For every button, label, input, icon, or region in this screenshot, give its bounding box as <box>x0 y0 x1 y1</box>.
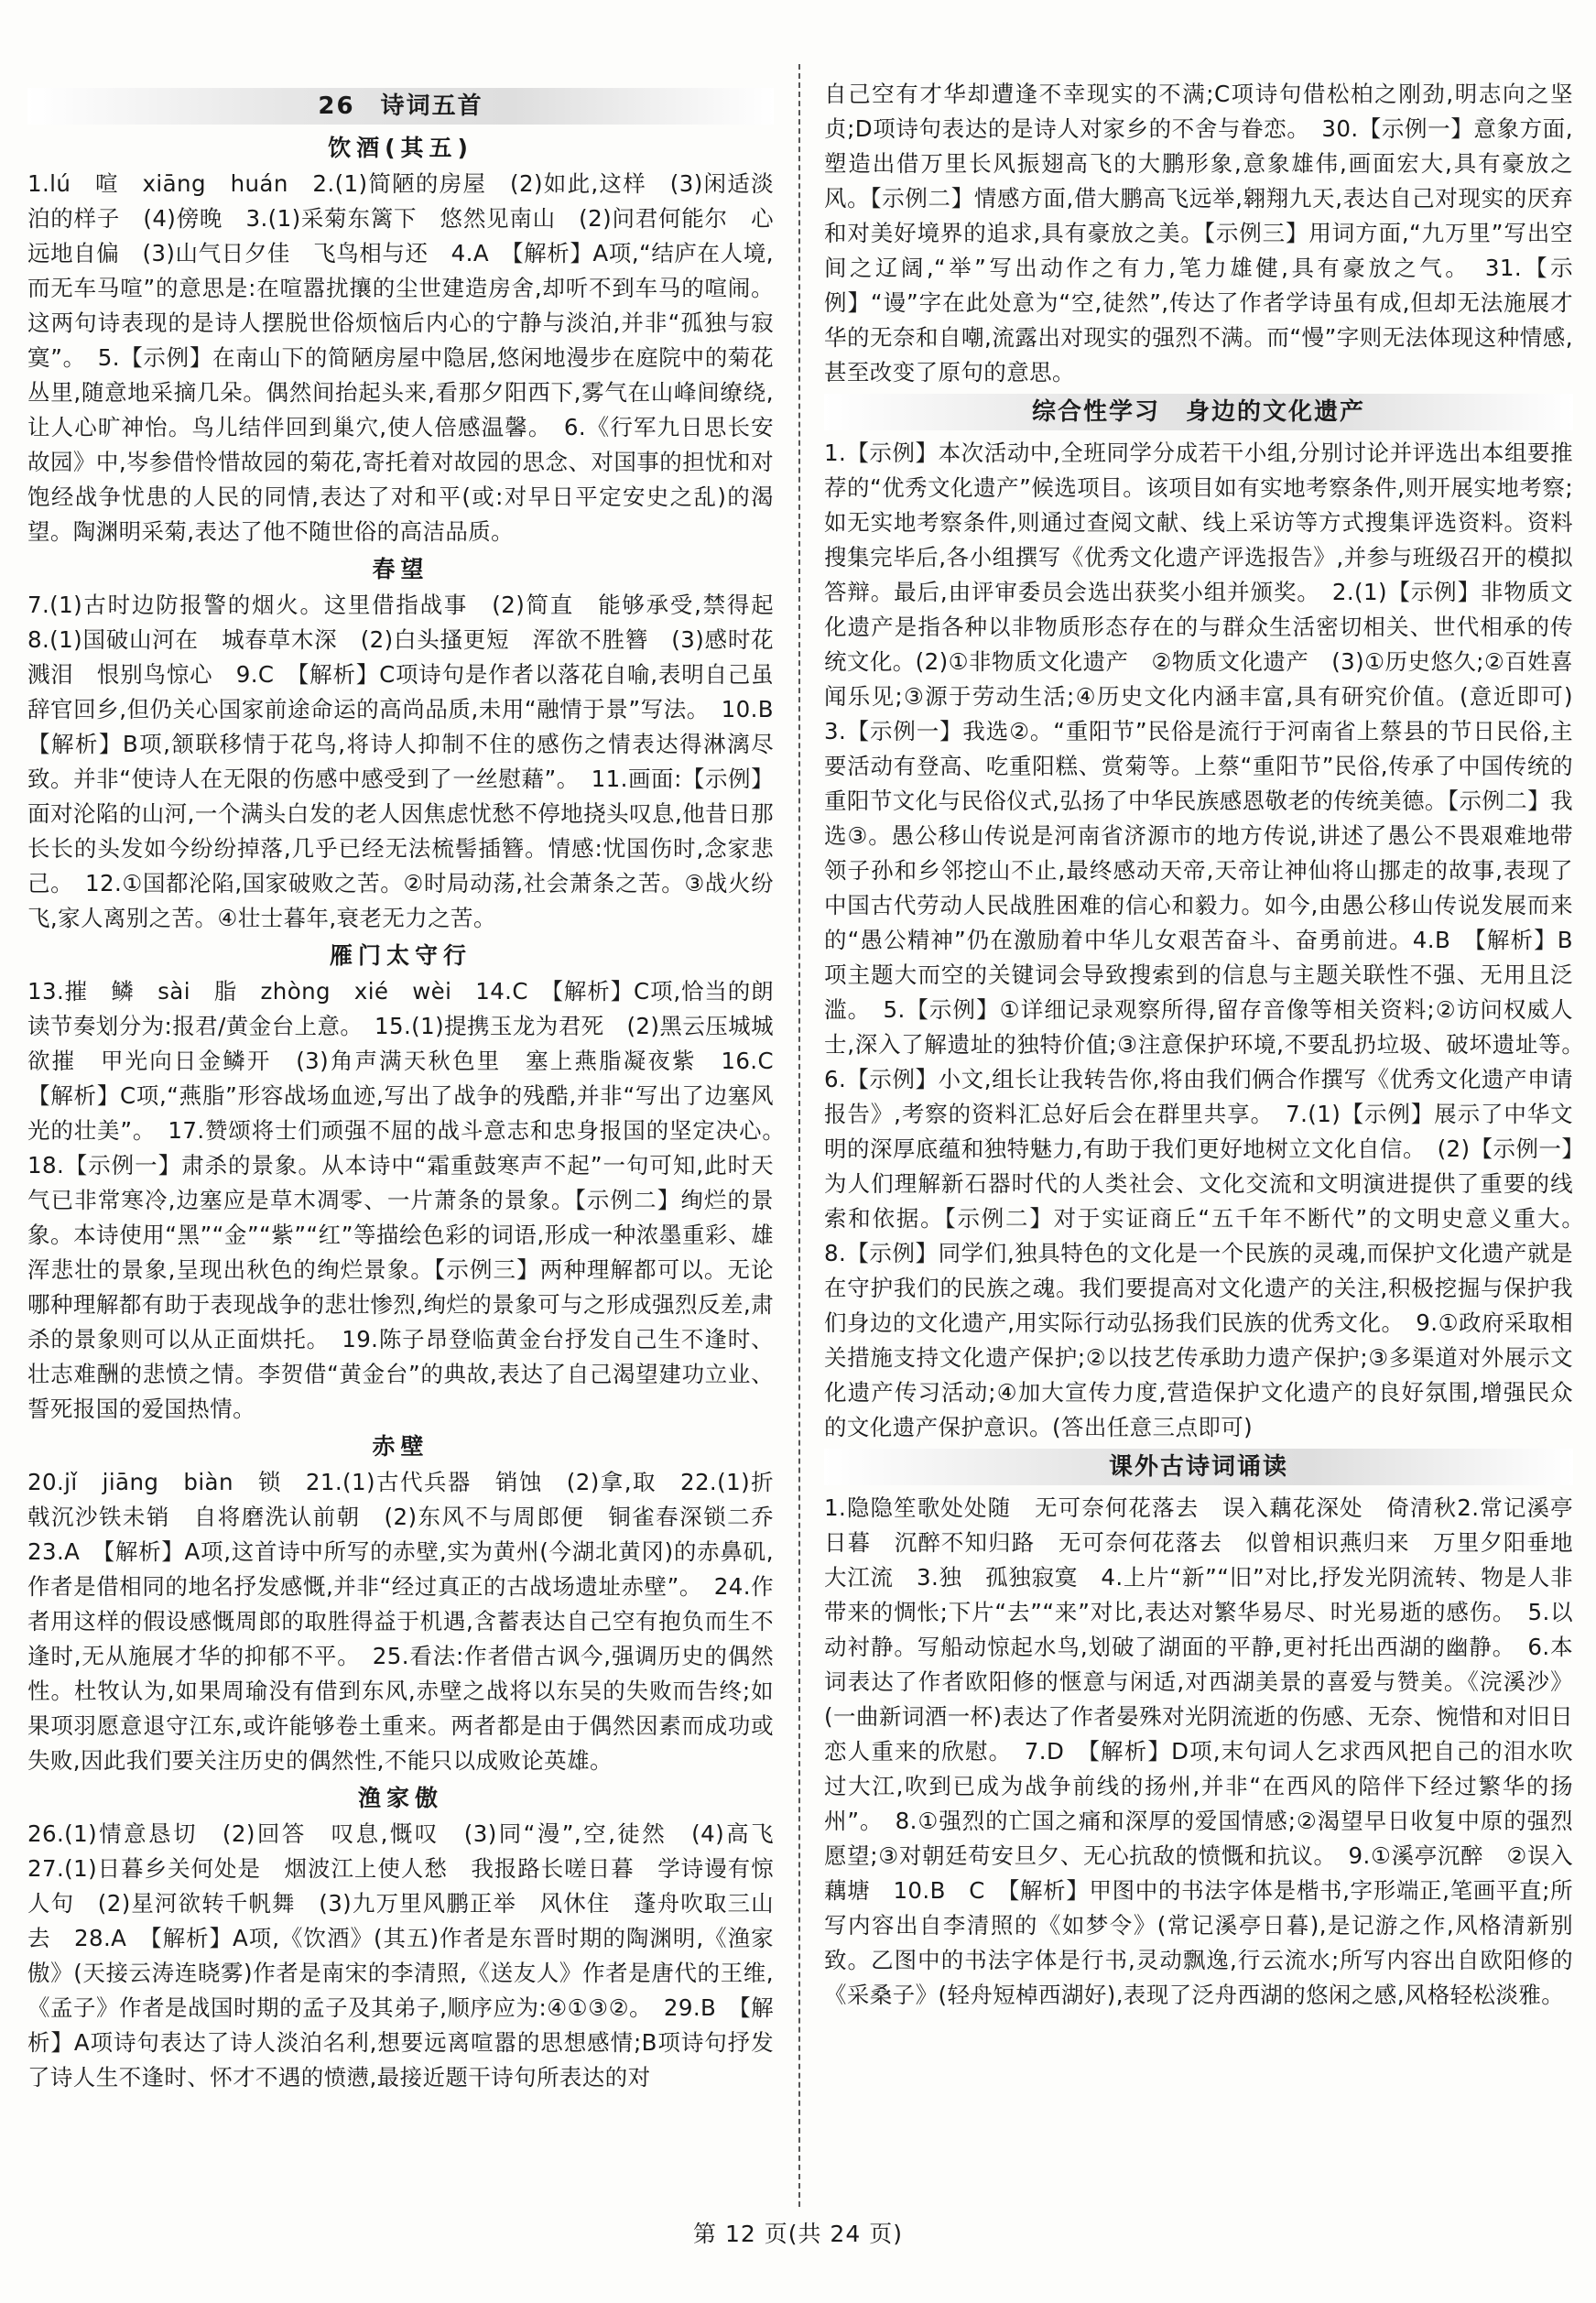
section-banner-extracurricular-poems <box>824 1449 1573 1485</box>
section-title: 综合性学习 身边的文化遗产 <box>1031 398 1365 426</box>
answers-extracurricular-poems: 1.隐隐笙歌处处随 无可奈何花落去 误入藕花深处 倚清秋2.常记溪亭日暮 沉醉不知归路 无可奈何花落去 似曾相识燕归来 万里夕阳垂地大江流 3.独 孤独寂寞 4.上片“新”“旧”对比,抒发光阴流转、物是人非带来的惆怅;下片“去”“来”对比,表达对繁华易尽、时光易逝的感伤。 5.以动衬静。写船动惊起水鸟,划破了湖面的平静,更衬托出西湖的幽静。 6.本词表达了作者欧阳修的惬意与闲适,对西湖美景的喜爱与赞美。《浣溪沙》(一曲新词酒一杯)表达了作者晏殊对光阴流逝的伤感、无奈、惋惜和对旧日恋人重来的欣慰。 7.D 【解析】D项,末句词人乞求西风把自己的泪水吹过大江,吹到已成为战争前线的扬州,并非“在西风的陪伴下经过繁华的扬州”。 8.①强烈的亡国之痛和深厚的爱国情感;②渴望早日收复中原的强烈愿望;③对朝廷苟安旦夕、无心抗敌的愤慨和抗议。 9.①溪亭沉醉 ②误入藕塘 10.B C 【解析】甲图中的书法字体是楷书,字形端正,笔画平直;所写内容出自李清照的《如梦令》(常记溪亭日暮),是记游之作,风格清新别致。乙图中的书法字体是行书,灵动飘逸,行云流水;所写内容出自欧阳修的《采桑子》(轻舟短棹西湖好),表现了泛舟西湖的悠闲之感,风格轻松淡雅。 <box>824 1494 1573 2008</box>
answers-chunwang: 7.(1)古时边防报警的烟火。这里借指战事 (2)简直 能够承受,禁得起 8.(1)国破山河在 城春草木深 (2)白头搔更短 浑欲不胜簪 (3)感时花溅泪 恨别鸟惊心 9.C 【解析】C项诗句是作者以落花自喻,表明自己虽辞官回乡,但仍关心国家前途命运的高尚品质,未用“融情于景”写法。 10.B 【解析】B项,颔联移情于花鸟,将诗人抑制不住的感伤之情表达得淋漓尽致。并非“使诗人在无限的伤感中感受到了一丝慰藉”。 11.画面:【示例】面对沦陷的山河,一个满头白发的老人因焦虑忧愁不停地挠头叹息,他昔日那长长的头发如今纷纷掉落,几乎已经无法梳髻插簪。情感:忧国伤时,念家悲己。 12.①国都沦陷,国家破败之苦。②时局动荡,社会萧条之苦。③战火纷飞,家人离别之苦。④壮士暮年,衰老无力之苦。 <box>27 592 797 931</box>
section-banner-cultural-heritage <box>824 394 1573 430</box>
section-title: 诗词五首 <box>380 92 483 120</box>
section-title: 课外古诗词诵读 <box>1108 1453 1288 1481</box>
answers-yujiaao: 26.(1)情意恳切 (2)回答 叹息,慨叹 (3)同“漫”,空,徒然 (4)高飞 27.(1)日暮乡关何处是 烟波江上使人愁 我报路长嗟日暮 学诗谩有惊人句 (2)星河欲转千帆舞 (3)九万里风鹏正举 风休住 蓬舟吹取三山去 28.A 【解析】A项,《饮酒》(其五)作者是东晋时期的陶渊明,《渔家傲》(天接云涛连晓雾)作者是南宋的李清照,《送友人》作者是唐代的王维,《孟子》作者是战国时期的孟子及其弟子,顺序应为:④①③②。 29.B 【解析】A项诗句表达了诗人淡泊名利,想要远离喧嚣的思想感情;B项诗句抒发了诗人生不逢时、怀才不遇的愤懑,最接近题干诗句所表达的对 <box>27 1820 797 2091</box>
section-banner-26 <box>27 88 774 125</box>
answers-yinjiu: 1.lú 喧 xiāng huán 2.(1)简陋的房屋 (2)如此,这样 (3)闲适淡泊的样子 (4)傍晚 3.(1)采菊东篱下 悠然见南山 (2)问君何能尔 心远地自偏 (3)山气日夕佳 飞鸟相与还 4.A 【解析】A项,“结庐在人境,而无车马喧”的意思是:在喧嚣扰攘的尘世建造房舍,却听不到车马的喧闹。这两句诗表现的是诗人摆脱世俗烦恼后内心的宁静与淡泊,并非“孤独与寂寞”。 5.【示例】在南山下的简陋房屋中隐居,悠闲地漫步在庭院中的菊花丛里,随意地采摘几朵。偶然间抬起头来,看那夕阳西下,雾气在山峰间缭绕,让人心旷神怡。鸟儿结伴回到巢穴,使人倍感温馨。 6.《行军九日思长安故园》中,岑参借怜惜故园的菊花,寄托着对故园的思念、对国事的担忧和对饱经战争忧患的人民的同情,表达了对和平(或:对早日平定安史之乱)的渴望。陶渊明采菊,表达了他不随世俗的高洁品质。 <box>27 170 774 545</box>
poem-title-chunwang: 春望 <box>372 556 429 582</box>
page-footer: 第 12 页(共 24 页) <box>693 2221 903 2247</box>
poem-title-yujiaao: 渔家傲 <box>357 1785 443 1811</box>
answers-cultural-heritage: 1.【示例】本次活动中,全班同学分成若干小组,分别讨论并评选出本组要推荐的“优秀文化遗产”候选项目。该项目如有实地考察条件,则开展实地考察;如无实地考察条件,则通过查阅文献、线上采访等方式搜集评选资料。资料搜集完毕后,各小组撰写《优秀文化遗产评选报告》,并参与班级召开的模拟答辩。最后,由评审委员会选出获奖小组并颁奖。 2.(1)【示例】非物质文化遗产是指各种以非物质形态存在的与群众生活密切相关、世代相承的传统文化。(2)①非物质文化遗产 ②物质文化遗产 (3)①历史悠久;②百姓喜闻乐见;③源于劳动生活;④历史文化内涵丰富,具有研究价值。(意近即可) 3.【示例一】我选②。“重阳节”民俗是流行于河南省上蔡县的节日民俗,主要活动有登高、吃重阳糕、赏菊等。上蔡“重阳节”民俗,传承了中国传统的重阳节文化与民俗仪式,弘扬了中华民族感恩敬老的传统美德。【示例二】我选③。愚公移山传说是河南省济源市的地方传说,讲述了愚公不畏艰难地带领子孙和乡邻挖山不止,最终感动天帝,天帝让神仙将山挪走的故事,表现了中国古代劳动人民战胜困难的信心和毅力。如今,由愚公移山传说发展而来的“愚公精神”仍在激励着中华儿女艰苦奋斗、奋勇前进。4.B 【解析】B项主题大而空的关键词会导致搜索到的信息与主题关联性不强、无用且泛滥。 5.【示例】①详细记录观察所得,留存音像等相关资料;②访问权威人士,深入了解遗址的独特价值;③注意保护环境,不要乱扔垃圾、破坏遗址等。 6.【示例】小文,组长让我转告你,将由我们俩合作撰写《优秀文化遗产申请报告》,考察的资料汇总好后会在群里共享。 7.(1)【示例】展示了中华文明的深厚底蕴和独特魅力,有助于我们更好地树立文化自信。 (2)【示例一】为人们理解新石器时代的人类社会、文化交流和文明演进提供了重要的线索和依据。【示例二】对于实证商丘“五千年不断代”的文明史意义重大。 8.【示例】同学们,独具特色的文化是一个民族的灵魂,而保护文化遗产就是在守护我们的民族之魂。我们要提高对文化遗产的关注,积极挖掘与保护我们身边的文化遗产,用实际行动弘扬我们民族的优秀文化。 9.①政府采取相关措施支持文化遗产保护;②以技艺传承助力遗产保护;③多渠道对外展示文化遗产传习活动;④加大宣传力度,营造保护文化遗产的良好氛围,增强民众的文化遗产保护意识。(答出任意三点即可) <box>824 440 1596 1440</box>
section-number: 26 <box>318 92 355 120</box>
poem-title-chibi: 赤壁 <box>372 1433 429 1460</box>
poem-title-yinjiu: 饮酒(其五) <box>328 135 473 161</box>
answers-yanmen: 13.摧 鳞 sài 脂 zhòng xié wèi 14.C 【解析】C项,恰当的朗读节奏划分为:报君/黄金台上意。 15.(1)提携玉龙为君死 (2)黑云压城城欲摧 甲光向日金鳞开 (3)角声满天秋色里 塞上燕脂凝夜紫 16.C 【解析】C项,“燕脂”形容战场血迹,写出了战争的残酷,并非“写出了边塞风光的壮美”。 17.赞颂将士们顽强不屈的战斗意志和忠身报国的坚定决心。 18.【示例一】肃杀的景象。从本诗中“霜重鼓寒声不起”一句可知,此时天气已非常寒冷,边塞应是草木凋零、一片萧条的景象。【示例二】绚烂的景象。本诗使用“黑”“金”“紫”“红”等描绘色彩的词语,形成一种浓墨重彩、雄浑悲壮的景象,呈现出秋色的绚烂景象。【示例三】两种理解都可以。无论哪种理解都有助于表现战争的悲壮惨烈,绚烂的景象可与之形成强烈反差,肃杀的景象则可以从正面烘托。 19.陈子昂登临黄金台抒发自己生不逢时、壮志难酬的悲愤之情。李贺借“黄金台”的典故,表达了自己渴望建功立业、誓死报国的爱国热情。 <box>27 978 797 1422</box>
answers-chibi: 20.jǐ jiāng biàn 锁 21.(1)古代兵器 销蚀 (2)拿,取 22.(1)折戟沉沙铁未销 自将磨洗认前朝 (2)东风不与周郎便 铜雀春深锁二乔 23.A 【解析】A项,这首诗中所写的赤壁,实为黄州(今湖北黄冈)的赤鼻矶,作者是借相同的地名抒发感慨,并非“经过真正的古战场遗址赤壁”。 24.作者用这样的假设感慨周郎的取胜得益于机遇,含蓄表达自己空有抱负而生不逢时,无从施展才华的抑郁不平。 25.看法:作者借古讽今,强调历史的偶然性。杜牧认为,如果周瑜没有借到东风,赤壁之战将以东吴的失败而告终;如果项羽愿意退守江东,或许能够卷土重来。两者都是由于偶然因素而成功或失败,因此我们要关注历史的偶然性,不能只以成败论英雄。 <box>27 1469 797 1774</box>
answers-continued: 自己空有才华却遭逢不幸现实的不满;C项诗句借松柏之刚劲,明志向之坚贞;D项诗句表达的是诗人对家乡的不舍与眷恋。 30.【示例一】意象方面,塑造出借万里长风振翅高飞的大鹏形象,意象雄伟,画面宏大,具有豪放之风。【示例二】情感方面,借大鹏高飞远举,翱翔九天,表达自己对现实的厌弃和对美好境界的追求,具有豪放之美。【示例三】用词方面,“九万里”写出空间之辽阔,“举”写出动作之有力,笔力雄健,具有豪放之气。 31.【示例】“谩”字在此处意为“空,徒然”,传达了作者学诗虽有成,但却无法施展才华的无奈和自嘲,流露出对现实的强烈不满。而“慢”字则无法体现这种情感,甚至改变了原句的意思。 <box>824 81 1573 386</box>
column-divider <box>798 64 800 2207</box>
left-column <box>27 84 797 2095</box>
poem-title-yanmen: 雁门太守行 <box>329 942 472 969</box>
right-column <box>824 77 1596 2013</box>
